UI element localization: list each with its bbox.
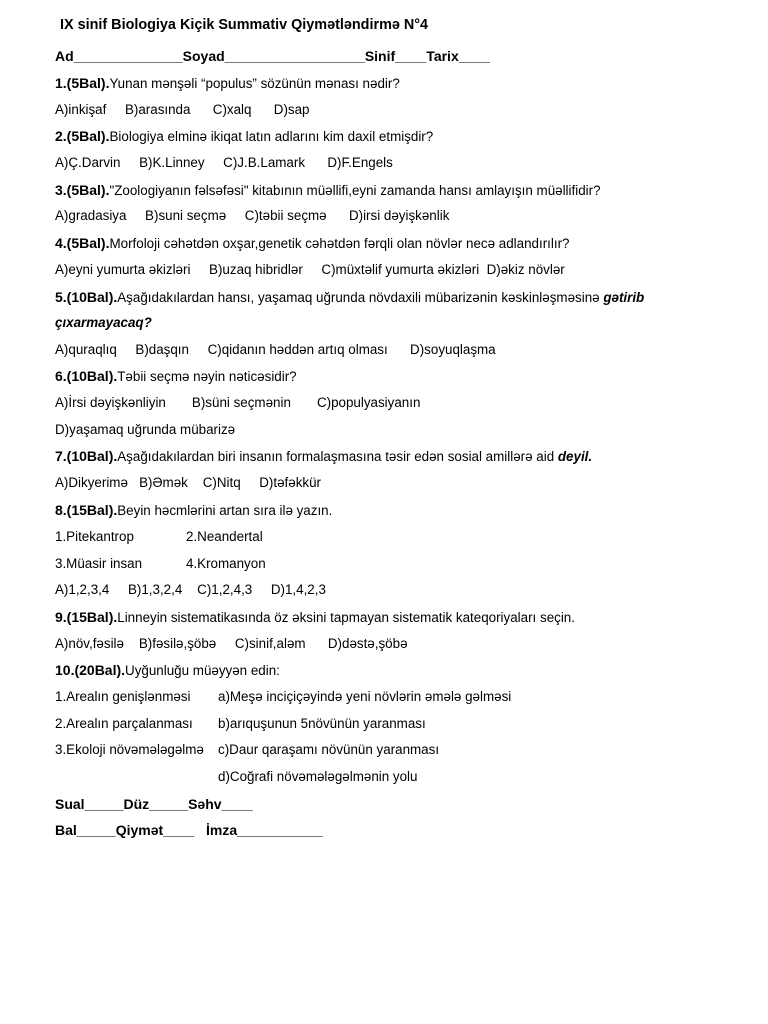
student-info-line: Ad______________Soyad__________________Sinif____Tarix____ [55, 48, 490, 64]
list-item-2: 2.Neandertal [186, 529, 263, 544]
answer-options-7: A)Dikyerimə B)Əmək C)Nitq D)təfəkkür [55, 475, 322, 490]
question-number: 1.(5Bal). [55, 75, 110, 91]
question-text: Uyğunluğu müəyyən edin: [125, 663, 280, 678]
match-left-1: 1.Arealın genişlənməsi [55, 689, 191, 704]
match-left-3: 3.Ekoloji növəmələgəlmə [55, 742, 204, 757]
list-item-1: 1.Pitekantrop [55, 529, 134, 544]
question-4 [55, 234, 570, 253]
question-number: 6.(10Bal). [55, 368, 118, 384]
answer-options-5: A)quraqlıq B)daşqın C)qidanın həddən artıq olması D)soyuqlaşma [55, 342, 496, 357]
list-item-3: 3.Müasir insan [55, 556, 143, 571]
question-2 [55, 127, 433, 146]
question-3 [55, 181, 601, 200]
answer-options-8: A)1,2,3,4 B)1,3,2,4 C)1,2,4,3 D)1,4,2,3 [55, 582, 326, 597]
match-right-c: c)Daur qaraşamı növünün yaranması [218, 742, 440, 757]
question-number: 10.(20Bal). [55, 662, 126, 678]
signature-line: Bal_____Qiymət____ İmza___________ [55, 822, 323, 838]
page-title: IX sinif Biologiya Kiçik Summativ Qiymətləndirmə N°4 [60, 17, 429, 33]
answer-options-9: A)növ,fəsilə B)fəsilə,şöbə C)sinif,aləm D)dəstə,şöbə [55, 636, 408, 651]
question-text: Yunan mənşəli “populus” sözünün mənası nədir? [109, 76, 400, 91]
list-item-4: 4.Kromanyon [186, 556, 266, 571]
question-1 [55, 74, 400, 93]
answer-options-2: A)Ç.Darvin B)K.Linney C)J.B.Lamark D)F.Engels [55, 155, 393, 170]
question-number: 2.(5Bal). [55, 128, 110, 144]
answer-options-6-continued: D)yaşamaq uğrunda mübarizə [55, 422, 236, 437]
question-6 [55, 367, 297, 386]
question-text: Linneyin sistematikasında öz əksini tapmayan sistematik kateqoriyaları seçin. [117, 610, 575, 625]
question-text: Aşağıdakılardan biri insanın formalaşmasına təsir edən sosial amillərə aid [117, 449, 558, 464]
match-right-a: a)Meşə inciçiçəyində yeni növlərin əmələ gəlməsi [218, 689, 512, 704]
answer-options-3: A)gradasiya B)suni seçmə C)təbii seçmə D)irsi dəyişkənlik [55, 208, 450, 223]
answer-options-4: A)eyni yumurta əkizləri B)uzaq hibridlər C)müxtəlif yumurta əkizləri D)əkiz növlər [55, 262, 565, 277]
question-text: Aşağıdakılardan hansı, yaşamaq uğrunda növdaxili mübarizənin kəskinləşməsinə [117, 290, 604, 305]
question-7 [55, 447, 592, 466]
match-right-d: d)Coğrafi növəmələgəlmənin yolu [218, 769, 418, 784]
match-left-2: 2.Arealın parçalanması [55, 716, 193, 731]
question-number: 4.(5Bal). [55, 235, 110, 251]
grading-line: Sual_____Düz_____Səhv____ [55, 796, 253, 812]
answer-options-6: A)İrsi dəyişkənliyin B)süni seçmənin C)populyasiyanın [55, 395, 421, 410]
match-right-b: b)arıquşunun 5növünün yaranması [218, 716, 426, 731]
question-8 [55, 501, 332, 520]
question-number: 5.(10Bal). [55, 289, 118, 305]
question-number: 8.(15Bal). [55, 502, 118, 518]
question-text: "Zoologiyanın fəlsəfəsi" kitabının müəllifi,eyni zamanda hansı amlayışın müəllifidir? [109, 183, 601, 198]
question-10 [55, 661, 280, 680]
question-9 [55, 608, 575, 627]
question-text: Morfoloji cəhətdən oxşar,genetik cəhətdən fərqli olan növlər necə adlandırılır? [109, 236, 570, 251]
question-5 [55, 288, 644, 307]
question-text: Beyin həcmlərini artan sıra ilə yazın. [117, 503, 333, 518]
question-text: Təbii seçmə nəyin nəticəsidir? [117, 369, 297, 384]
question-number: 7.(10Bal). [55, 448, 118, 464]
question-emphasis: gətirib [603, 290, 645, 305]
question-emphasis: çıxarmayacaq? [55, 315, 152, 330]
answer-options-1: A)inkişaf B)arasında C)xalq D)sap [55, 102, 310, 117]
question-number: 3.(5Bal). [55, 182, 110, 198]
question-5-continuation [55, 314, 152, 332]
question-emphasis: deyil. [557, 449, 593, 464]
question-text: Biologiya elminə ikiqat latın adlarını kim daxil etmişdir? [109, 129, 434, 144]
question-number: 9.(15Bal). [55, 609, 118, 625]
